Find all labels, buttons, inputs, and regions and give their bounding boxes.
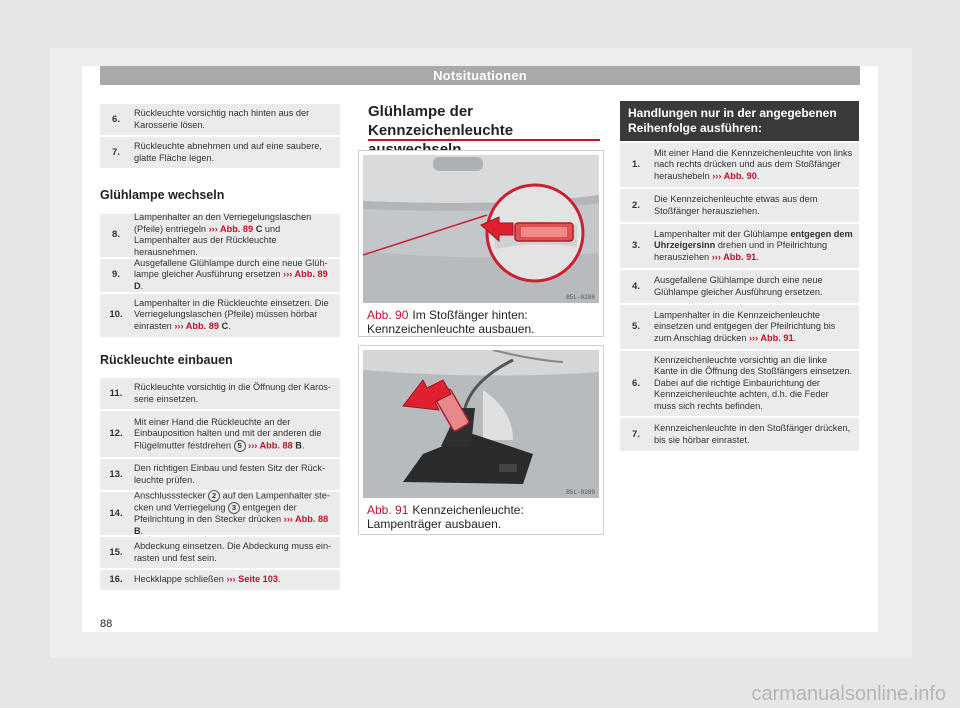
right-column	[620, 143, 859, 453]
step-text: Lampenhalter an den Verriegelungslaschen (Pfeile) entriegeln ››› Abb. 89 C und Lampenhalter aus der Rückleuchte herausnehmen.	[134, 212, 312, 257]
right-step-row-3	[620, 224, 859, 270]
figure-link[interactable]: ››› Abb. 90	[712, 170, 757, 181]
step-number: 15.	[109, 546, 123, 558]
step-text: Mit einer Hand die Rückleuchte an der Einbauposition halten und mit der anderen die Flügelmutter festdrehen 5 ››› Abb. 88 B.	[134, 416, 322, 450]
figure-91-image	[363, 350, 599, 498]
bumper-illustration	[363, 155, 599, 303]
step-text: Kennzeichenleuchte in den Stoßfänger drücken, bis sie hörbar einrastet.	[654, 423, 851, 445]
step-number: 9.	[112, 269, 120, 281]
figure-caption: Abb. 90 Im Stoßfänger hinten: Kennzeichenleuchte ausbauen.	[367, 308, 535, 336]
step-text: Die Kennzeichenleuchte etwas aus dem Stoßfänger herausziehen.	[654, 194, 818, 216]
lamp-holder-illustration	[363, 350, 599, 498]
step-number: 7.	[112, 146, 120, 158]
step-number: 10.	[109, 309, 123, 321]
title-divider	[368, 139, 600, 141]
step-row-9	[100, 259, 340, 294]
step-row-10	[100, 294, 340, 339]
watermark: carmanualsonline.info	[751, 683, 946, 705]
step-text: Rückleuchte vorsichtig nach hinten aus der Karosserie lösen.	[134, 108, 310, 130]
callout-number: 2	[208, 490, 220, 502]
step-text: Ausgefallene Glühlampe durch eine neue Glühlampe gleicher Ausführung ersetzen ››› Abb. 89 D.	[134, 257, 328, 291]
section-title-gluehlampe: Glühlampe wechseln	[100, 188, 225, 202]
section-title-einbauen: Rückleuchte einbauen	[100, 352, 233, 367]
step-number: 12.	[109, 428, 123, 440]
step-number: 4.	[632, 280, 640, 292]
step-text: Abdeckung einsetzen. Die Abdeckung muss einrasten und fest sein.	[134, 541, 332, 563]
step-text: Ausgefallene Glühlampe durch eine neue Glühlampe gleicher Ausführung ersetzen.	[654, 275, 823, 297]
step-row-16	[100, 570, 340, 592]
step-text: Den richtigen Einbau und festen Sitz der Rückleuchte prüfen.	[134, 463, 326, 485]
figure-link[interactable]: ››› Abb. 89	[174, 320, 219, 331]
step-number: 8.	[112, 229, 120, 241]
instruction-heading: Handlungen nur in der angegebenen Reihenfolge ausführen:	[620, 101, 859, 141]
step-text: Rückleuchte abnehmen und auf eine saubere, glatte Fläche legen.	[134, 141, 322, 163]
step-number: 13.	[109, 468, 123, 480]
step-number: 16.	[109, 574, 123, 586]
right-step-row-6	[620, 351, 859, 418]
page-link[interactable]: ››› Seite 103	[226, 574, 279, 585]
figure-link[interactable]: ››› Abb. 89	[208, 223, 254, 234]
step-text: Lampenhalter in die Rückleuchte einsetzen. Die Verriegelungslaschen (Pfeile) müssen hörbar einrasten ››› Abb. 89 C.	[134, 297, 329, 331]
step-number: 14.	[109, 507, 123, 519]
step-text: Heckklappe schließen ››› Seite 103.	[134, 574, 281, 585]
right-step-row-7	[620, 418, 859, 453]
step-row-14	[100, 492, 340, 537]
figure-label: Abb. 91	[367, 503, 409, 517]
right-step-row-1	[620, 143, 859, 189]
right-step-row-5	[620, 305, 859, 351]
step-text: Lampenhalter in die Kennzeichenleuchte einsetzen und entgegen der Pfeilrichtung bis zum Anschlag drücken ››› Abb. 91.	[654, 309, 836, 343]
step-number: 3.	[632, 240, 640, 252]
page-header: Notsituationen	[100, 66, 860, 85]
section-title-kennzeichenleuchte: Glühlampe der Kennzeichenleuchte	[368, 103, 514, 139]
figure-link[interactable]: ››› Abb. 88	[245, 439, 293, 450]
step-number: 7.	[632, 428, 640, 440]
right-step-row-4	[620, 270, 859, 305]
step-row-7	[100, 137, 340, 170]
figure-code: B5L-0288	[566, 294, 595, 301]
step-row-12	[100, 411, 340, 459]
figure-caption: Abb. 91 Kennzeichenleuchte: Lampenträger ausbauen.	[367, 503, 524, 531]
figure-link[interactable]: ››› Abb. 91	[711, 251, 757, 262]
step-row-11	[100, 378, 340, 411]
step-number: 1.	[632, 159, 640, 171]
step-text: Anschlussstecker 2 auf den Lampenhalter stecken und Verriegelung 3 entgegen der Pfeilrichtung in den Stecker drücken ››› Abb. 88 B.	[134, 490, 330, 536]
figure-91	[358, 345, 604, 535]
step-text: Rückleuchte vorsichtig in die Öffnung der Karosserie einsetzen.	[134, 382, 331, 404]
figure-link[interactable]: ››› Abb. 88	[283, 514, 329, 524]
step-number: 6.	[112, 113, 120, 125]
right-step-row-2	[620, 189, 859, 224]
figure-90	[358, 150, 604, 337]
callout-number: 5	[234, 440, 246, 452]
callout-number: 3	[228, 502, 240, 514]
figure-label: Abb. 90	[367, 308, 409, 322]
step-row-6	[100, 104, 340, 137]
page-number: 88	[100, 618, 113, 630]
step-row-8	[100, 214, 340, 259]
step-number: 2.	[632, 199, 640, 211]
figure-90-image	[363, 155, 599, 303]
step-row-15	[100, 537, 340, 570]
step-text: Lampenhalter mit der Glühlampe entgegen dem Uhrzeigersinn drehen und in Pfeilrichtung herausziehen ››› Abb. 91.	[654, 228, 853, 262]
left-column	[100, 104, 340, 592]
step-number: 5.	[632, 321, 640, 333]
step-text: Mit einer Hand die Kennzeichenleuchte von links nach rechts drücken und aus dem Stoßfänger heraushebeln ››› Abb. 90.	[654, 147, 853, 181]
figure-link[interactable]: ››› Abb. 89	[283, 269, 328, 280]
step-text: Kennzeichenleuchte vorsichtig an die linke Kante in die Öffnung des Stoßfängers einsetzen. Dabei auf die richtige Einbaurichtung der Kennzeichenleuchte achten, d.h. die Feder muss sich rechts befinden.	[654, 354, 853, 411]
figure-link[interactable]: ››› Abb. 91	[749, 332, 794, 343]
figure-code: B5L-0289	[566, 489, 595, 496]
step-number: 6.	[632, 377, 640, 389]
step-number: 11.	[109, 387, 123, 399]
